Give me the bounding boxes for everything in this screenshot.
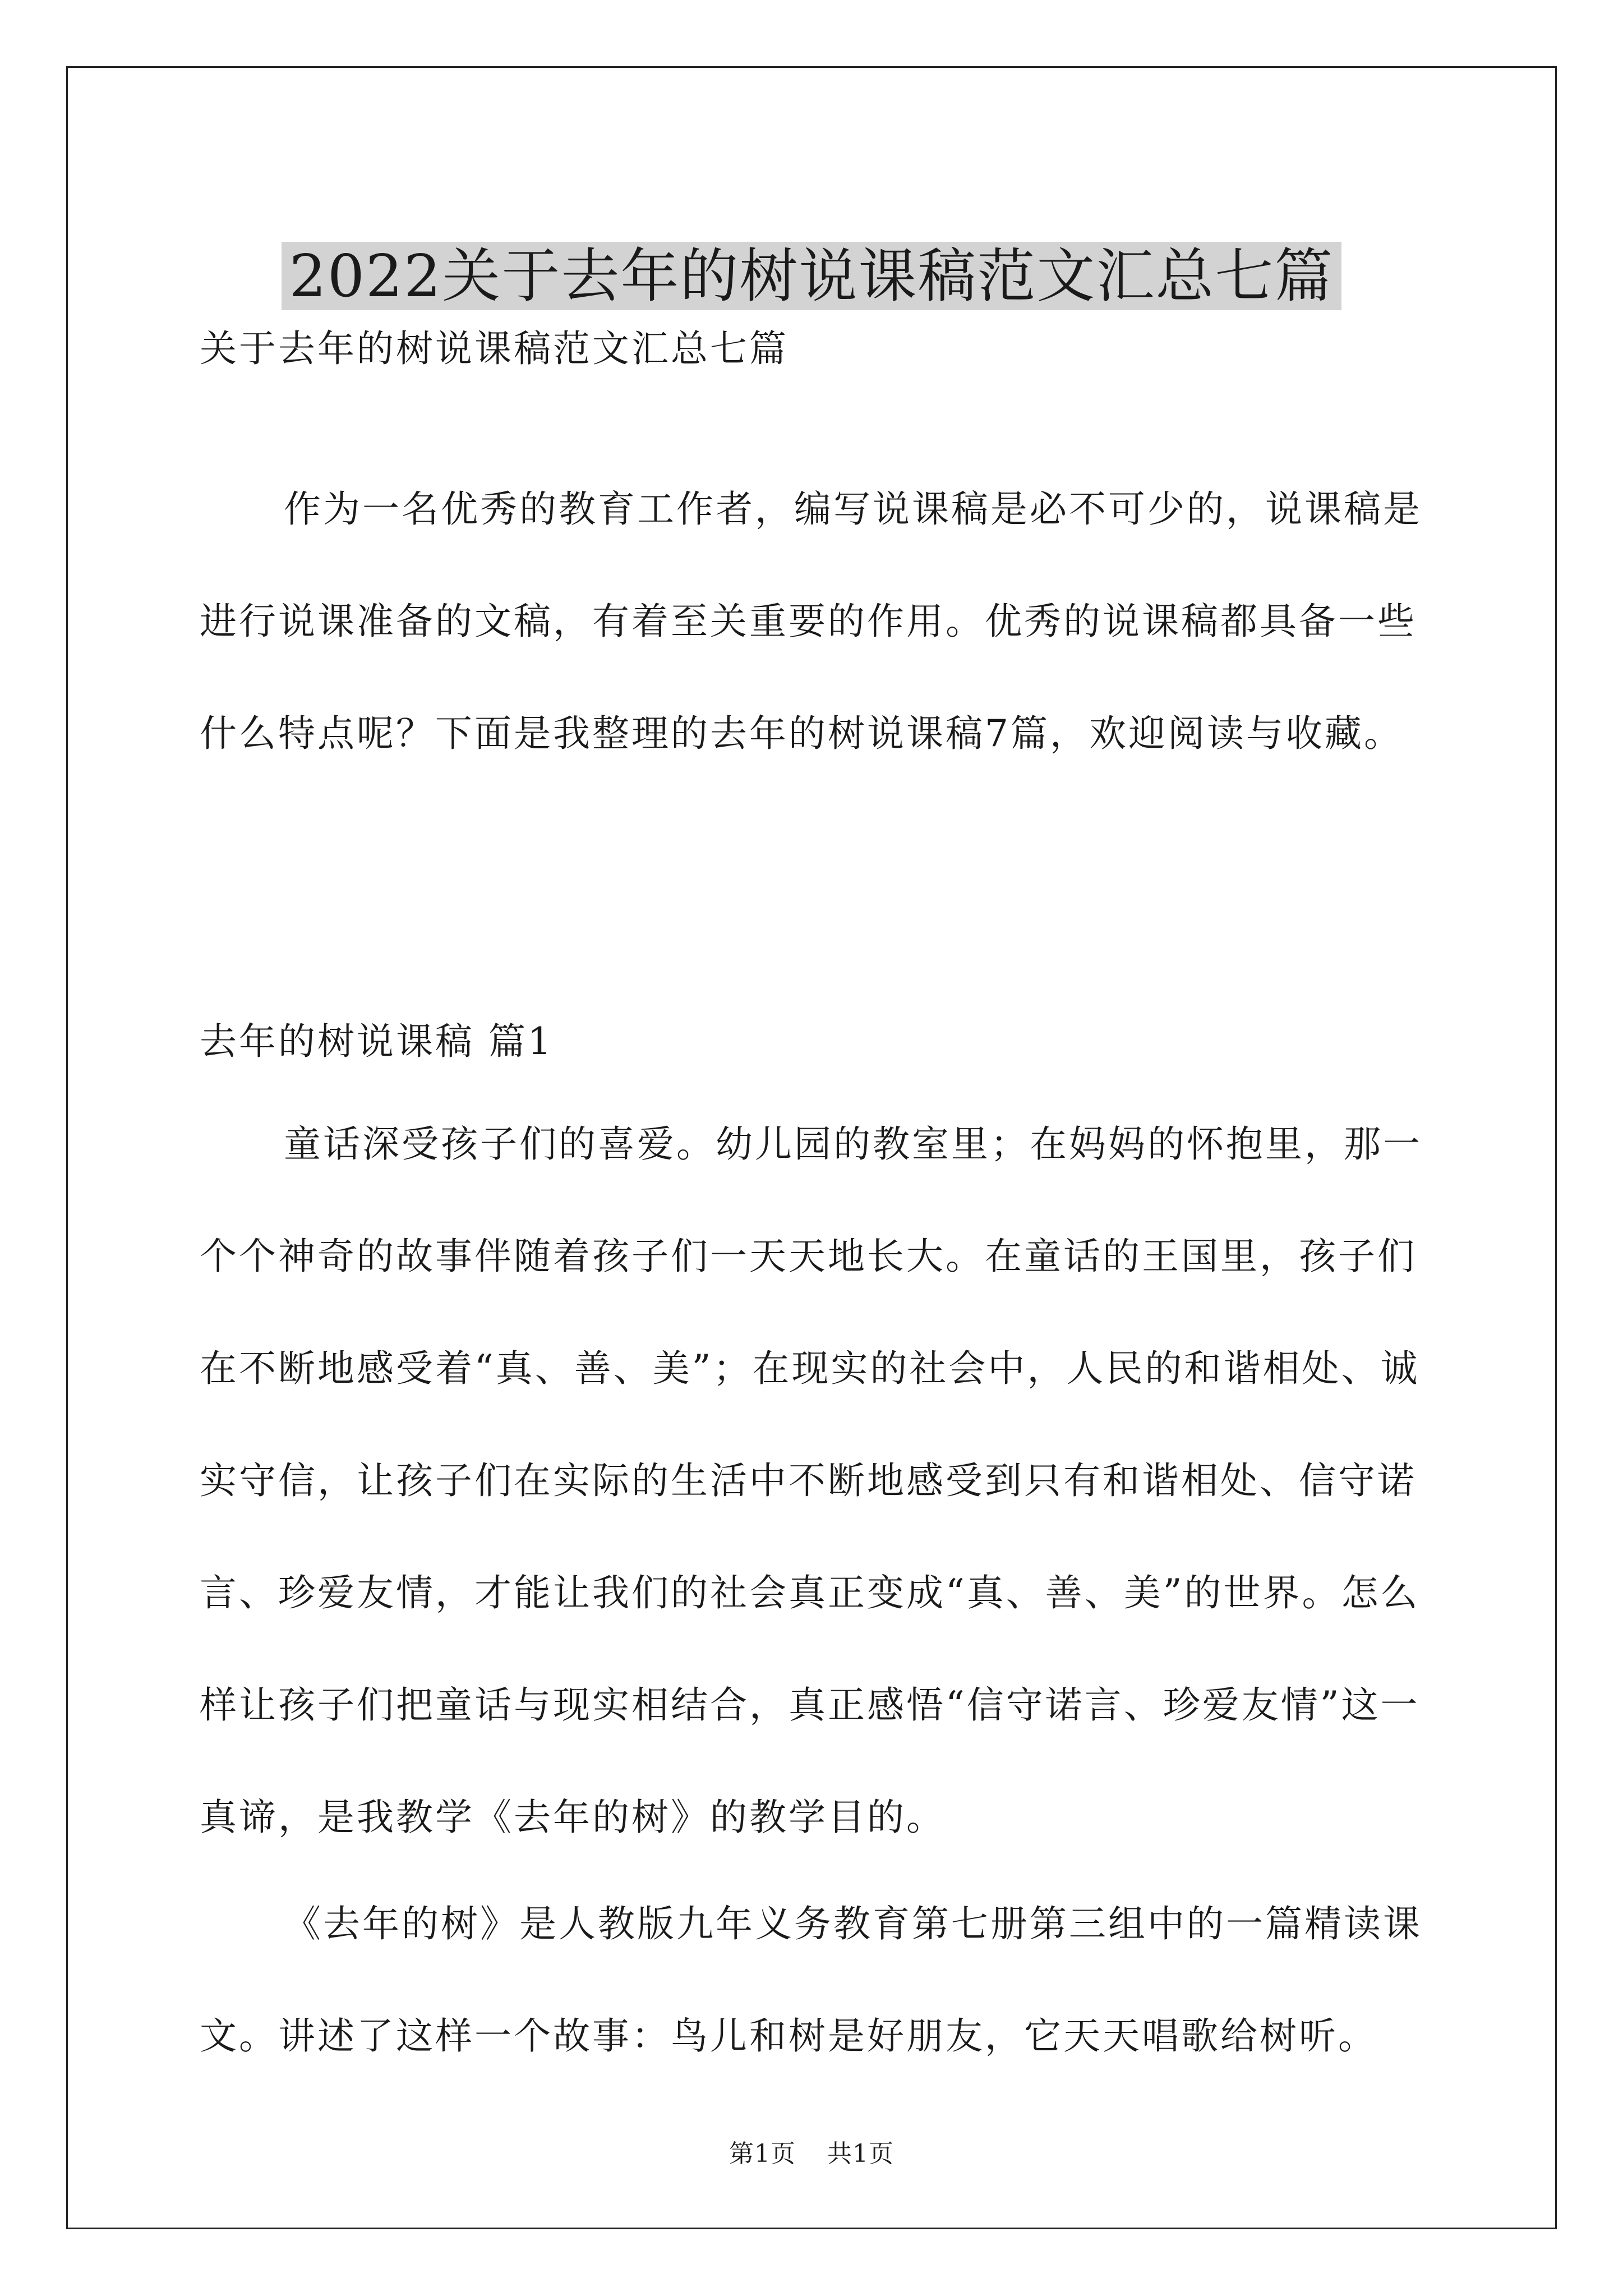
section-heading: 去年的树说课稿 篇1 — [200, 1020, 554, 1063]
body-paragraph-1: 童话深受孩子们的喜爱。幼儿园的教室里；在妈妈的怀抱里，那一个个神奇的故事伴随着孩子们一天天地长大。在童话的王国里，孩子们在不断地感受着“真、善、美”；在现实的社会中，人民的和谐相处、诚实守信，让孩子们在实际的生活中不断地感受到只有和谐相处、信守诺言、珍爱友情，才能让我们的社会真正变成“真、善、美”的世界。怎么样让孩子们把童话与现实相结合，真正感悟“信守诺言、珍爱友情”这一真谛，是我教学《去年的树》的教学目的。 — [200, 1122, 1422, 1839]
body-paragraph-2: 《去年的树》是人教版九年义务教育第七册第三组中的一篇精读课文。讲述了这样一个故事：鸟儿和树是好朋友，它天天唱歌给树听。 — [200, 1902, 1422, 2058]
page-total: 共1页 — [827, 2139, 894, 2168]
document-subtitle: 关于去年的树说课稿范文汇总七篇 — [200, 327, 789, 370]
page-number: 第1页 — [729, 2139, 796, 2168]
intro-paragraph: 作为一名优秀的教育工作者，编写说课稿是必不可少的，说课稿是进行说课准备的文稿，有着至关重要的作用。优秀的说课稿都具备一些什么特点呢？下面是我整理的去年的树说课稿7篇，欢迎阅读与收藏。 — [200, 487, 1422, 755]
page-footer — [0, 2137, 1623, 2171]
document-title-text: 2022关于去年的树说课稿范文汇总七篇 — [282, 242, 1342, 310]
document-title — [0, 237, 1623, 315]
